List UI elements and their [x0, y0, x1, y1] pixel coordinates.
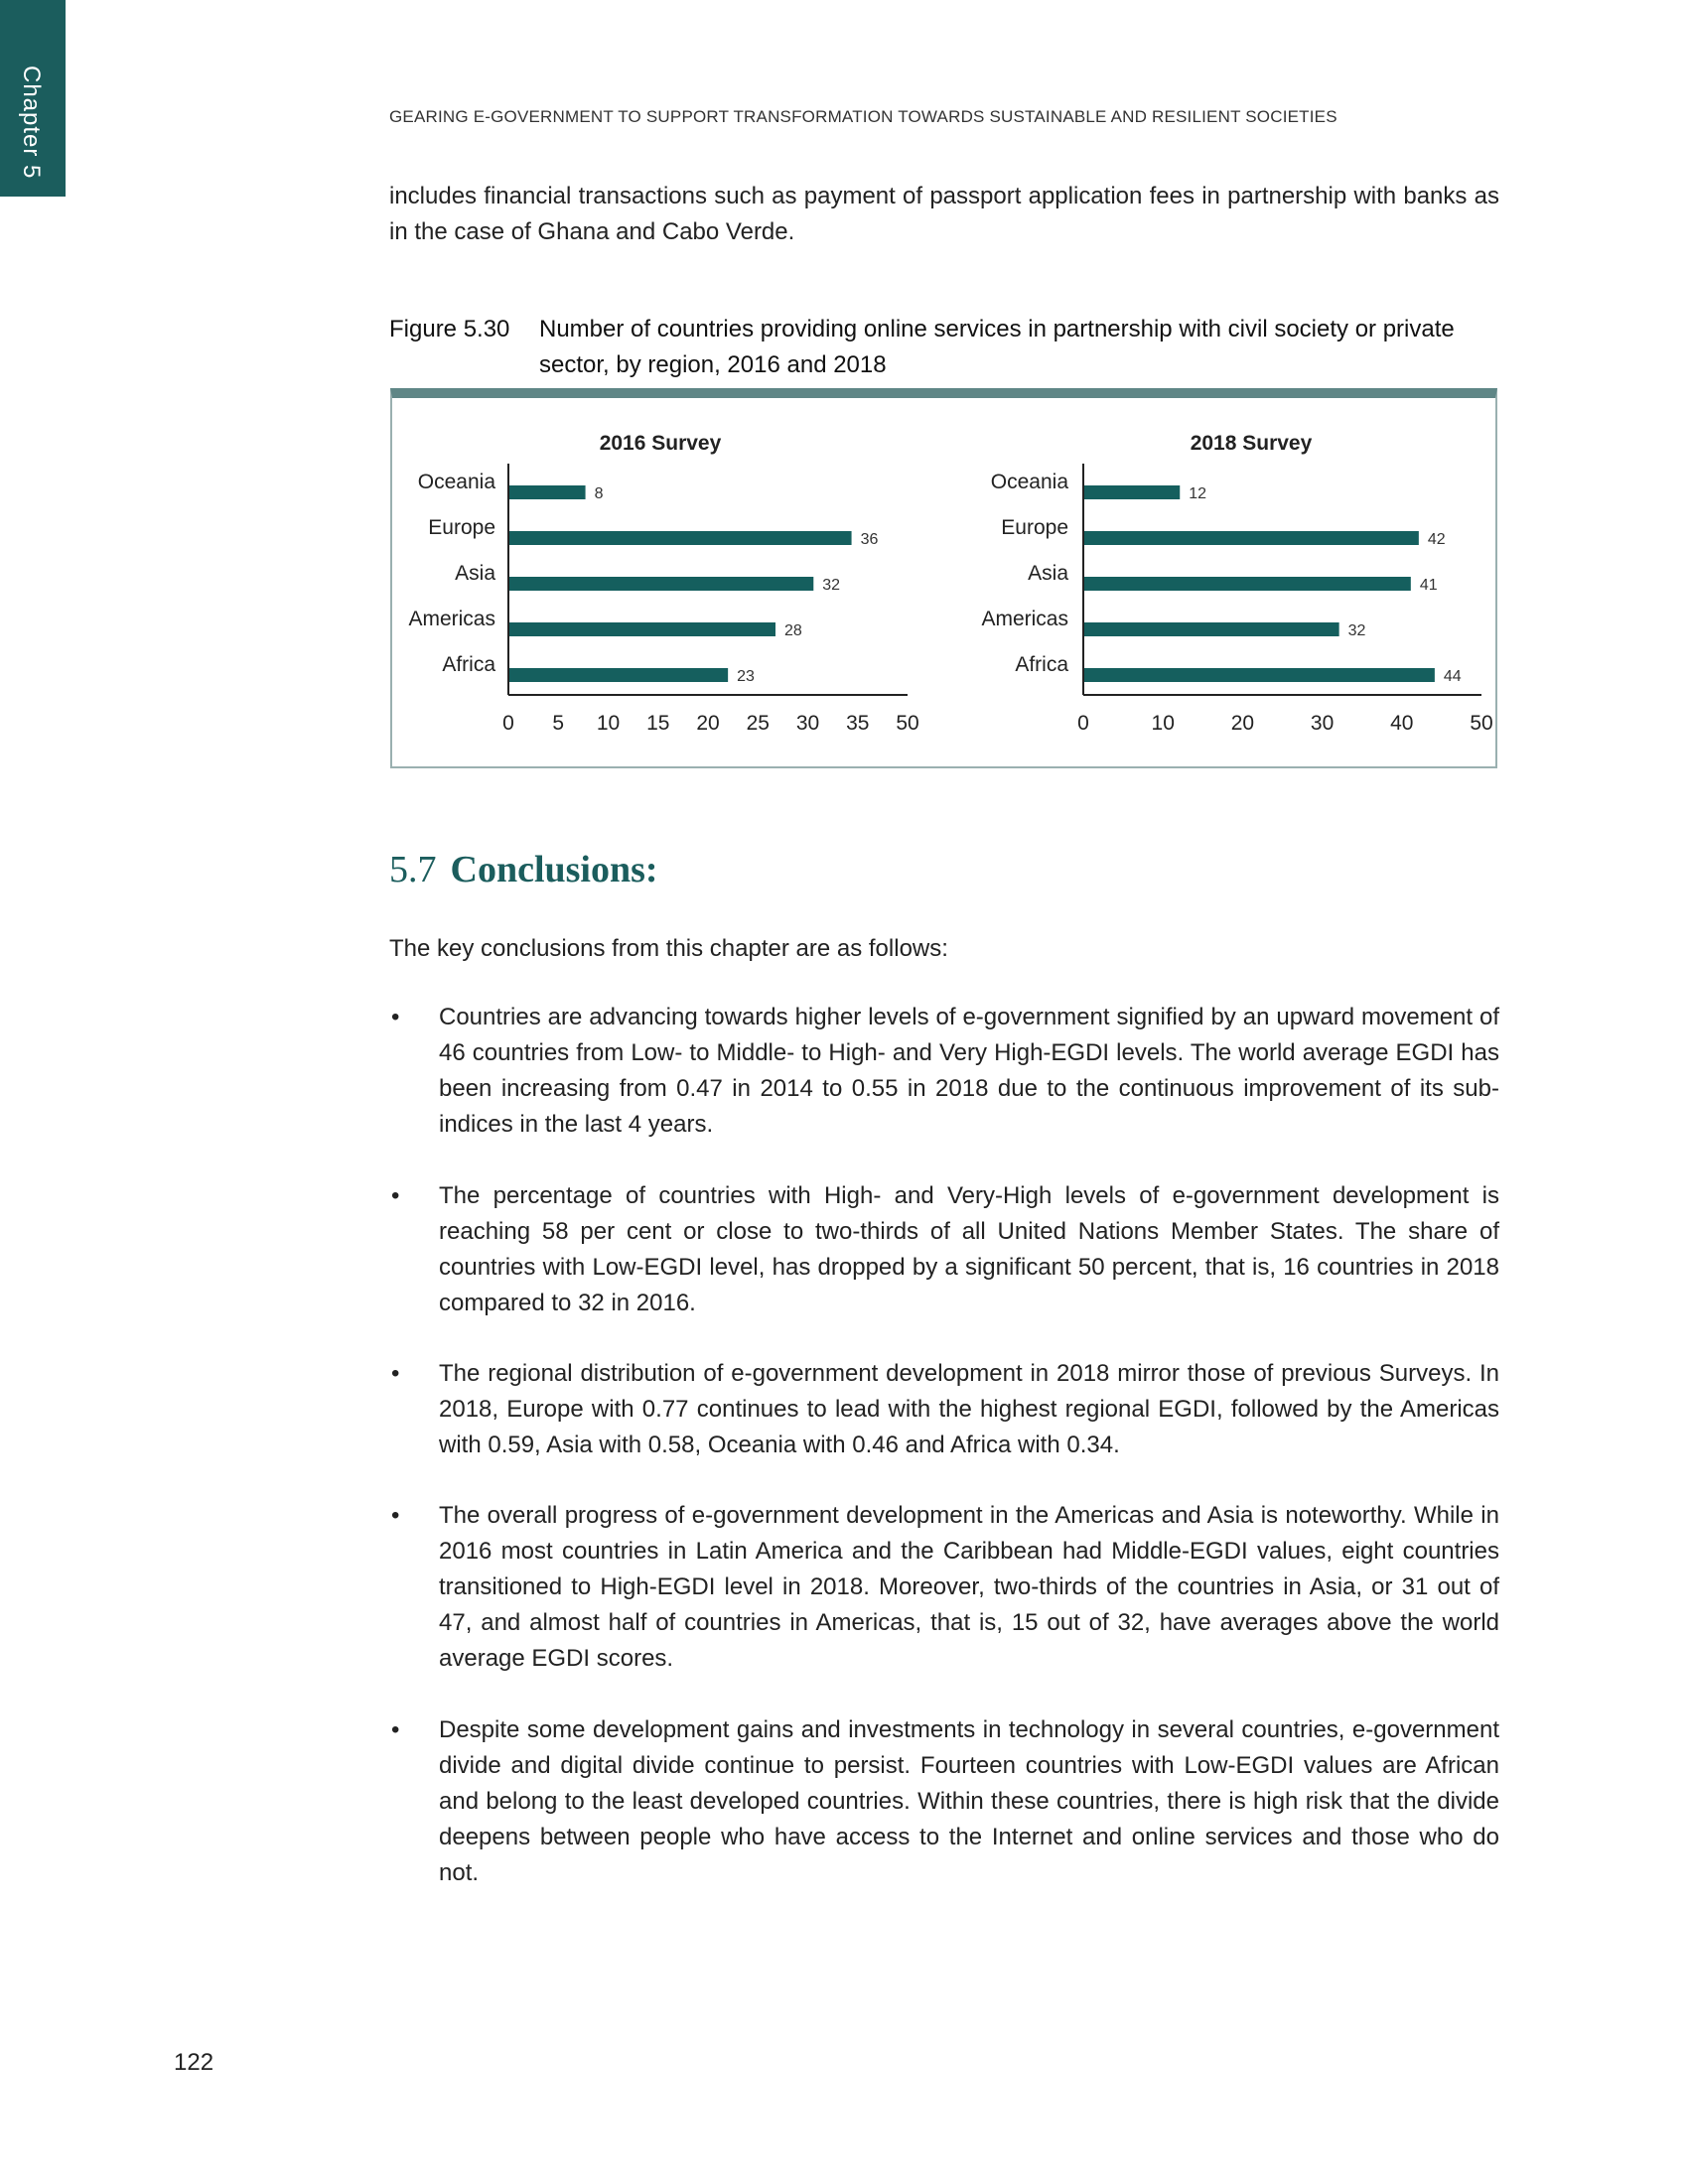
x-tick-label: 10	[1151, 712, 1175, 735]
data-label: 12	[1189, 485, 1207, 502]
bullet-icon: •	[391, 1182, 400, 1209]
bar	[509, 622, 775, 636]
data-label: 32	[1347, 622, 1366, 639]
bar	[509, 577, 813, 591]
chapter-tab	[0, 0, 66, 197]
x-tick-label: 20	[1230, 712, 1255, 735]
bar	[509, 531, 852, 545]
bar	[1084, 531, 1419, 545]
x-tick-label: 50	[896, 712, 919, 735]
chapter-tab-label: Chapter 5	[18, 66, 45, 180]
bar	[509, 485, 586, 499]
category-label: Oceania	[417, 471, 495, 493]
data-label: 42	[1427, 531, 1446, 548]
data-label: 8	[594, 485, 604, 502]
data-label: 32	[822, 577, 841, 594]
category-label: Asia	[1028, 562, 1068, 585]
x-tick-label: 10	[596, 712, 621, 735]
x-tick-label: 25	[746, 712, 770, 735]
figure-title: Number of countries providing online services in partnership with civil society or private sector, by region, 2016 and 2018	[539, 316, 1455, 378]
bar	[1084, 485, 1180, 499]
bar-charts	[392, 398, 1495, 766]
category-label: Asia	[455, 562, 495, 585]
x-tick-label: 0	[1077, 712, 1089, 735]
bar	[509, 668, 728, 682]
data-label: 28	[784, 622, 802, 639]
section-heading	[389, 848, 658, 891]
lead-sentence: The key conclusions from this chapter are as follows:	[389, 935, 948, 962]
data-label: 44	[1443, 668, 1462, 685]
data-label: 23	[737, 668, 755, 685]
category-label: Europe	[1001, 516, 1068, 539]
category-label: Africa	[442, 653, 495, 676]
category-label: Oceania	[990, 471, 1068, 493]
chart-frame	[390, 388, 1497, 768]
x-tick-label: 35	[846, 712, 870, 735]
x-tick-label: 30	[795, 712, 820, 735]
bullet-icon: •	[391, 1502, 400, 1529]
bar	[1084, 622, 1339, 636]
section-title: Conclusions:	[450, 849, 658, 890]
figure-number: Figure 5.30	[389, 316, 510, 342]
list-item-text: The overall progress of e-government development in the Americas and Asia is noteworthy. While in 2016 most countries in Latin America and the Caribbean had Middle-EGDI values, eight countries transitioned to High-EGDI level in 2018. Moreover, two-thirds of the countries in Asia, or 31 out of 47, and almost half of countries in Americas, that is, 15 out of 32, have averages above the world average EGDI scores.	[439, 1502, 1499, 1672]
category-label: Americas	[981, 608, 1068, 630]
page-number: 122	[174, 2049, 214, 2076]
bar	[1084, 668, 1435, 682]
x-tick-label: 15	[646, 712, 670, 735]
running-head: GEARING E-GOVERNMENT TO SUPPORT TRANSFORMATION TOWARDS SUSTAINABLE AND RESILIENT SOCIETIES	[389, 107, 1337, 126]
x-tick-label: 40	[1390, 712, 1414, 735]
section-number: 5.7	[389, 849, 437, 890]
data-label: 36	[860, 531, 879, 548]
bar	[1084, 577, 1411, 591]
x-tick-label: 20	[696, 712, 720, 735]
list-item-text: Countries are advancing towards higher levels of e-government signified by an upward movement of 46 countries from Low- to Middle- to High- and Very High-EGDI levels. The world average EGDI has been increasing from 0.47 in 2014 to 0.55 in 2018 due to the continuous improvement of its sub-indices in the last 4 years.	[439, 1004, 1499, 1138]
category-label: Americas	[408, 608, 495, 630]
x-tick-label: 0	[502, 712, 514, 735]
bullet-icon: •	[391, 1004, 400, 1030]
category-label: Europe	[428, 516, 495, 539]
x-tick-label: 5	[552, 712, 565, 735]
chart-title: 2018 Survey	[1190, 432, 1313, 455]
x-tick-label: 50	[1470, 712, 1493, 735]
data-label: 41	[1419, 577, 1438, 594]
chart-title: 2016 Survey	[599, 432, 722, 455]
bullet-icon: •	[391, 1360, 400, 1387]
list-item-text: The regional distribution of e-government development in 2018 mirror those of previous Surveys. In 2018, Europe with 0.77 continues to lead with the highest regional EGDI, followed by the Americas with 0.59, Asia with 0.58, Oceania with 0.46 and Africa with 0.34.	[439, 1360, 1499, 1458]
category-label: Africa	[1015, 653, 1068, 676]
bullet-icon: •	[391, 1716, 400, 1743]
list-item-text: The percentage of countries with High- and Very-High levels of e-government development is reaching 58 per cent or close to two-thirds of all United Nations Member States. The share of countries with Low-EGDI level, has dropped by a significant 50 percent, that is, 16 countries in 2018 compared to 32 in 2016.	[439, 1182, 1499, 1316]
x-tick-label: 30	[1310, 712, 1335, 735]
list-item-text: Despite some development gains and investments in technology in several countries, e-government divide and digital divide continue to persist. Fourteen countries with Low-EGDI values are African and belong to the least developed countries. Within these countries, there is high risk that the divide deepens between people who have access to the Internet and online services and those who do not.	[439, 1716, 1499, 1886]
intro-paragraph: includes financial transactions such as payment of passport application fees in partnership with banks as in the case of Ghana and Cabo Verde.	[389, 183, 1499, 245]
